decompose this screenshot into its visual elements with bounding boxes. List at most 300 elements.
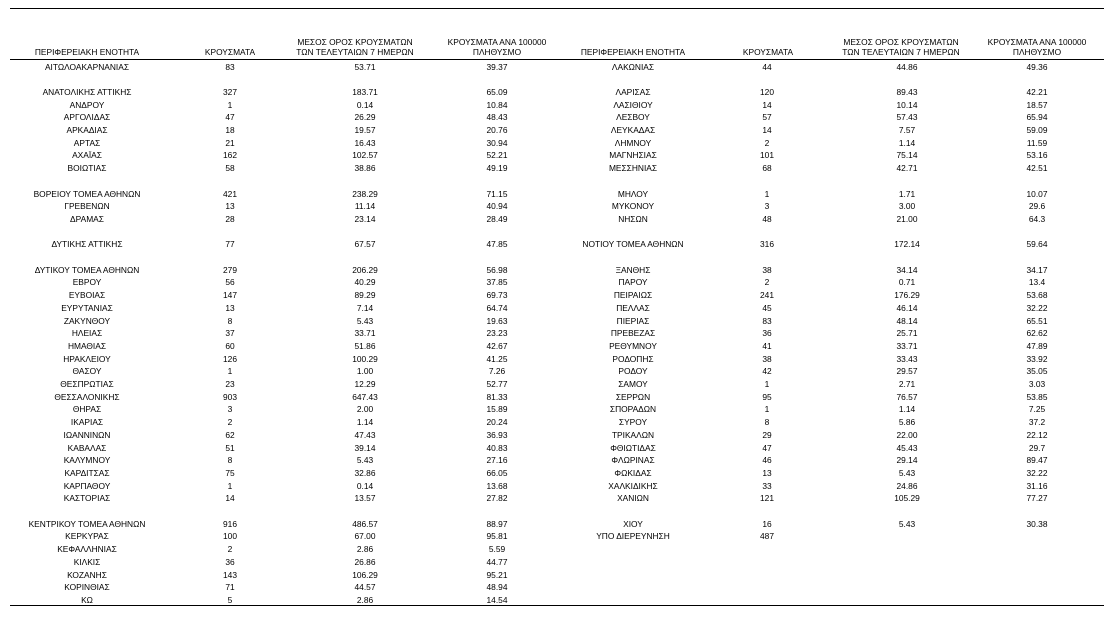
left-table-cell-region: ΑΡΓΟΛΙΔΑΣ (63, 112, 111, 123)
left-table-cell-region: ΚΟΡΙΝΘΙΑΣ (64, 582, 110, 593)
right-table-cell-cases: 2 (764, 277, 770, 288)
left-table-cell-per100k: 52.77 (486, 379, 508, 389)
right-table-cell-avg7: 1.71 (898, 188, 916, 199)
right-table-cell-per100k: 53.85 (1026, 391, 1048, 402)
left-table-cell-per100k: 48.94 (486, 582, 508, 593)
left-table-cell-per100k: 49.19 (486, 163, 508, 174)
left-table-cell-region: ΚΕΦΑΛΛΗΝΙΑΣ (57, 544, 117, 555)
left-table-cell-avg7: 106.29 (352, 569, 378, 580)
right-table-cell-cases: 38 (762, 264, 772, 275)
right-table-row (0, 327, 1116, 339)
right-header-avg-line1: ΜΕΣΟΣ ΟΡΟΣ ΚΡΟΥΣΜΑΤΩΝ (843, 37, 959, 47)
left-table-cell-cases: 75 (225, 467, 235, 478)
right-table-row (0, 99, 1116, 111)
right-table-row (0, 111, 1116, 123)
left-table-cell-region: ΙΩΑΝΝΙΝΩΝ (63, 429, 111, 440)
left-table-cell-region: ΕΒΡΟΥ (72, 277, 102, 288)
left-table-cell-region: ΘΗΡΑΣ (72, 404, 102, 415)
right-header-avg (836, 37, 966, 57)
right-table-row (0, 340, 1116, 352)
left-table-cell-per100k: 88.97 (486, 518, 508, 529)
right-table-cell-cases: 29 (762, 429, 772, 440)
right-table-cell-per100k: 65.51 (1026, 315, 1048, 326)
right-header-per100k-line2: ΠΛΗΘΥΣΜΟ (1012, 47, 1062, 57)
right-table-row (0, 454, 1116, 466)
right-table-cell-region: ΡΕΘΥΜΝΟΥ (609, 340, 657, 351)
right-table-cell-avg7: 76.57 (896, 391, 918, 402)
right-table-cell-per100k: 7.25 (1028, 404, 1046, 415)
left-table-cell-per100k: 20.24 (486, 417, 508, 428)
left-table-cell-region: ΕΥΡΥΤΑΝΙΑΣ (61, 302, 113, 313)
right-table-cell-avg7: 24.86 (896, 480, 918, 491)
right-table-spacer-row (0, 175, 1116, 187)
left-table-cell-avg7: 13.57 (354, 493, 376, 504)
right-table-cell-avg7: 176.29 (894, 290, 920, 301)
right-table-cell-cases: 101 (760, 150, 774, 161)
right-table-row (0, 429, 1116, 441)
right-table-cell-region: ΝΟΤΙΟΥ ΤΟΜΕΑ ΑΘΗΝΩΝ (582, 239, 684, 250)
left-table-cell-region: ΒΟΡΕΙΟΥ ΤΟΜΕΑ ΑΘΗΝΩΝ (33, 188, 141, 199)
left-table-cell-per100k: 40.83 (486, 442, 508, 453)
left-table-cell-cases: 13 (225, 201, 235, 212)
left-table-cell-region: ΖΑΚΥΝΘΟΥ (63, 315, 111, 326)
left-table-cell-per100k: 42.67 (486, 340, 508, 351)
left-table-cell-cases: 62 (225, 429, 235, 440)
left-table-cell-cases: 13 (225, 302, 235, 313)
left-table-cell-per100k: 81.33 (486, 391, 508, 402)
right-table-cell-region: ΠΑΡΟΥ (618, 277, 648, 288)
left-table-cell-cases: 36 (225, 556, 235, 567)
right-table-row (0, 188, 1116, 200)
right-table-cell-cases: 33 (762, 480, 772, 491)
right-table-cell-avg7: 5.86 (898, 417, 916, 428)
right-table-cell-region: ΣΑΜΟΥ (618, 379, 648, 389)
right-table-cell-cases: 16 (762, 518, 772, 529)
left-table-cell-region: ΚΕΡΚΥΡΑΣ (65, 531, 109, 542)
left-table-cell-avg7: 40.29 (354, 277, 376, 288)
left-table-cell-cases: 23 (225, 379, 235, 389)
left-table-cell-per100k: 37.85 (486, 277, 508, 288)
left-table-cell-avg7: 26.86 (354, 556, 376, 567)
right-table-cell-avg7: 25.71 (896, 328, 918, 339)
right-table-row (0, 149, 1116, 161)
right-table-cell-region: ΧΙΟΥ (623, 518, 643, 529)
left-table-cell-avg7: 67.00 (354, 531, 376, 542)
right-table-cell-cases: 83 (762, 315, 772, 326)
left-table-cell-avg7: 23.14 (354, 213, 376, 224)
left-table-cell-cases: 421 (223, 188, 237, 199)
right-table-cell-region: ΜΥΚΟΝΟΥ (611, 201, 655, 212)
left-table-cell-avg7: 2.86 (356, 544, 374, 555)
right-table-spacer-row (0, 251, 1116, 263)
left-table-cell-region: ΚΩ (81, 594, 93, 605)
right-table-cell-cases: 3 (764, 201, 770, 212)
top-rule (10, 8, 1104, 9)
right-table-cell-region: ΛΕΣΒΟΥ (616, 112, 650, 123)
right-table-cell-per100k: 13.4 (1028, 277, 1046, 288)
left-table-cell-avg7: 2.00 (356, 404, 374, 415)
left-table-cell-region: ΕΥΒΟΙΑΣ (68, 290, 106, 301)
left-table-cell-per100k: 66.05 (486, 467, 508, 478)
right-header-avg-line2: ΤΩΝ ΤΕΛΕΥΤΑΙΩΝ 7 ΗΜΕΡΩΝ (842, 47, 960, 57)
left-table-cell-avg7: 33.71 (354, 328, 376, 339)
right-table-cell-cases: 48 (762, 213, 772, 224)
left-table-cell-cases: 147 (223, 290, 237, 301)
left-table-cell-avg7: 11.14 (354, 201, 376, 212)
left-table-cell-per100k: 44.77 (486, 556, 508, 567)
right-table-cell-per100k: 49.36 (1026, 61, 1048, 72)
left-table-cell-avg7: 238.29 (352, 188, 378, 199)
left-table-cell-region: ΓΡΕΒΕΝΩΝ (64, 201, 110, 212)
right-table-cell-per100k: 11.59 (1026, 137, 1048, 148)
left-table-cell-region: ΔΥΤΙΚΗΣ ΑΤΤΙΚΗΣ (51, 239, 123, 250)
left-table-cell-per100k: 7.26 (488, 366, 506, 377)
left-table-cell-cases: 58 (225, 163, 235, 174)
left-table-cell-cases: 60 (225, 340, 235, 351)
right-table-cell-per100k: 89.47 (1026, 455, 1048, 466)
left-table-cell-avg7: 16.43 (354, 137, 376, 148)
right-table-cell-per100k: 62.62 (1026, 328, 1048, 339)
left-header-avg-line1: ΜΕΣΟΣ ΟΡΟΣ ΚΡΟΥΣΜΑΤΩΝ (297, 37, 413, 47)
left-table-cell-region: ΚΙΛΚΙΣ (73, 556, 101, 567)
left-table-cell-avg7: 26.29 (354, 112, 376, 123)
right-table-cell-avg7: 10.14 (896, 99, 918, 110)
right-table-cell-avg7: 22.00 (896, 429, 918, 440)
left-table-cell-cases: 126 (223, 353, 237, 364)
right-table-cell-per100k: 32.22 (1026, 302, 1048, 313)
right-table-cell-per100k: 29.7 (1028, 442, 1046, 453)
right-table-cell-per100k: 18.57 (1026, 99, 1048, 110)
right-table-row (0, 238, 1116, 250)
left-table-cell-per100k: 15.89 (486, 404, 508, 415)
right-table-cell-cases: 42 (762, 366, 772, 377)
right-header-per100k-line1: ΚΡΟΥΣΜΑΤΑ ΑΝΑ 100000 (987, 37, 1087, 47)
left-table-cell-region: ΚΑΡΔΙΤΣΑΣ (64, 467, 110, 478)
right-table-row (0, 518, 1116, 530)
right-table-cell-avg7: 5.43 (898, 467, 916, 478)
right-header-region: ΠΕΡΙΦΕΡΕΙΑΚΗ ΕΝΟΤΗΤΑ (580, 47, 686, 57)
right-table-cell-cases: 121 (760, 493, 774, 504)
right-table-spacer-row (0, 226, 1116, 238)
left-table-cell-per100k: 27.82 (486, 493, 508, 504)
right-table-cell-cases: 36 (762, 328, 772, 339)
right-table-cell-cases: 68 (762, 163, 772, 174)
left-table-cell-cases: 18 (225, 125, 235, 135)
right-table-cell-region: ΠΕΙΡΑΙΩΣ (613, 290, 653, 301)
right-table-row (0, 403, 1116, 415)
left-table-cell-avg7: 183.71 (352, 86, 378, 97)
left-table-row (0, 543, 1116, 555)
right-table-cell-region: ΦΘΙΩΤΙΔΑΣ (610, 442, 656, 453)
right-table-cell-cases: 241 (760, 290, 774, 301)
right-table-cell-avg7: 45.43 (896, 442, 918, 453)
left-table-cell-cases: 903 (223, 391, 237, 402)
left-table-cell-cases: 51 (225, 442, 235, 453)
right-table-cell-region: ΣΕΡΡΩΝ (615, 391, 651, 402)
right-table-cell-region: ΜΗΛΟΥ (617, 188, 649, 199)
right-table-cell-per100k: 34.17 (1026, 264, 1048, 275)
left-table-cell-cases: 8 (227, 315, 233, 326)
right-table-cell-region: ΛΑΣΙΘΙΟΥ (613, 99, 653, 110)
right-table-row (0, 492, 1116, 504)
left-table-cell-per100k: 64.74 (486, 302, 508, 313)
left-table-cell-per100k: 65.09 (486, 86, 508, 97)
right-table-cell-cases: 13 (762, 467, 772, 478)
left-table-cell-per100k: 14.54 (486, 594, 508, 605)
right-table-cell-region: ΛΑΡΙΣΑΣ (615, 86, 651, 97)
left-table-cell-per100k: 95.81 (486, 531, 508, 542)
right-table-cell-avg7: 0.71 (898, 277, 916, 288)
left-table-cell-avg7: 89.29 (354, 290, 376, 301)
left-table-cell-region: ΑΡΚΑΔΙΑΣ (66, 125, 108, 135)
left-table-cell-region: ΚΕΝΤΡΙΚΟΥ ΤΟΜΕΑ ΑΘΗΝΩΝ (28, 518, 146, 529)
left-table-cell-per100k: 13.68 (486, 480, 508, 491)
left-table-cell-per100k: 10.84 (486, 99, 508, 110)
left-header-avg-line2: ΤΩΝ ΤΕΛΕΥΤΑΙΩΝ 7 ΗΜΕΡΩΝ (296, 47, 414, 57)
left-table-row (0, 594, 1116, 606)
right-table-cell-cases: 46 (762, 455, 772, 466)
left-table-cell-cases: 71 (225, 582, 235, 593)
left-table-cell-region: ΗΜΑΘΙΑΣ (67, 340, 107, 351)
left-table-cell-cases: 2 (227, 417, 233, 428)
right-table-cell-avg7: 48.14 (896, 315, 918, 326)
right-table-row (0, 86, 1116, 98)
right-table-cell-per100k: 42.21 (1026, 86, 1048, 97)
left-table-cell-cases: 2 (227, 544, 233, 555)
left-table-cell-per100k: 71.15 (486, 188, 508, 199)
left-header-per100k-line1: ΚΡΟΥΣΜΑΤΑ ΑΝΑ 100000 (447, 37, 547, 47)
right-table-cell-region: ΠΡΕΒΕΖΑΣ (610, 328, 656, 339)
left-table-cell-per100k: 47.85 (486, 239, 508, 250)
right-table-cell-per100k: 77.27 (1026, 493, 1048, 504)
right-table-cell-region: ΛΕΥΚΑΔΑΣ (610, 125, 656, 135)
right-table-cell-cases: 8 (764, 417, 770, 428)
left-table-cell-avg7: 0.14 (356, 480, 374, 491)
left-table-cell-avg7: 7.14 (356, 302, 374, 313)
left-table-cell-cases: 28 (225, 213, 235, 224)
left-table-cell-cases: 47 (225, 112, 235, 123)
left-table-cell-avg7: 38.86 (354, 163, 376, 174)
right-table-cell-avg7: 33.43 (896, 353, 918, 364)
left-table-cell-cases: 279 (223, 264, 237, 275)
left-table-cell-cases: 327 (223, 86, 237, 97)
left-table-cell-region: ΚΟΖΑΝΗΣ (67, 569, 107, 580)
left-table-cell-per100k: 20.76 (486, 125, 508, 135)
left-table-cell-avg7: 486.57 (352, 518, 378, 529)
left-table-cell-cases: 162 (223, 150, 237, 161)
right-table-cell-per100k: 53.68 (1026, 290, 1048, 301)
right-table-row (0, 289, 1116, 301)
right-table-spacer-row (0, 505, 1116, 517)
left-table-cell-per100k: 95.21 (486, 569, 508, 580)
right-table-cell-per100k: 59.64 (1026, 239, 1048, 250)
right-table-cell-per100k: 42.51 (1026, 163, 1048, 174)
left-table-cell-avg7: 32.86 (354, 467, 376, 478)
right-table-cell-avg7: 1.14 (898, 137, 916, 148)
right-table-row (0, 365, 1116, 377)
left-table-cell-avg7: 647.43 (352, 391, 378, 402)
right-table-cell-avg7: 7.57 (898, 125, 916, 135)
left-table-cell-avg7: 5.43 (356, 315, 374, 326)
left-header-cases: ΚΡΟΥΣΜΑΤΑ (204, 47, 256, 57)
right-table-cell-avg7: 21.00 (896, 213, 918, 224)
left-table-cell-avg7: 100.29 (352, 353, 378, 364)
right-table-cell-cases: 47 (762, 442, 772, 453)
right-table-cell-cases: 95 (762, 391, 772, 402)
right-table-cell-cases: 57 (762, 112, 772, 123)
right-table-cell-region: ΞΑΝΘΗΣ (615, 264, 651, 275)
left-table-cell-cases: 37 (225, 328, 235, 339)
right-table-row (0, 442, 1116, 454)
right-table-row (0, 137, 1116, 149)
left-table-cell-per100k: 39.37 (486, 61, 508, 72)
left-table-cell-avg7: 12.29 (354, 379, 376, 389)
left-table-cell-cases: 14 (225, 493, 235, 504)
right-table-cell-per100k: 10.07 (1026, 188, 1048, 199)
right-table-row (0, 416, 1116, 428)
right-table-cell-region: ΜΑΓΝΗΣΙΑΣ (609, 150, 657, 161)
right-table-cell-region: ΠΙΕΡΙΑΣ (616, 315, 650, 326)
right-table-cell-region: ΝΗΣΩΝ (618, 213, 648, 224)
right-table-cell-cases: 14 (762, 125, 772, 135)
left-table-cell-avg7: 19.57 (354, 125, 376, 135)
left-table-cell-avg7: 206.29 (352, 264, 378, 275)
right-table-cell-region: ΠΕΛΛΑΣ (616, 302, 650, 313)
left-table-cell-region: ΗΡΑΚΛΕΙΟΥ (63, 353, 111, 364)
right-table-cell-per100k: 30.38 (1026, 518, 1048, 529)
right-table-cell-cases: 1 (764, 404, 770, 415)
left-table-cell-avg7: 0.14 (356, 99, 374, 110)
right-table-row (0, 302, 1116, 314)
left-table-row (0, 556, 1116, 568)
right-table-cell-cases: 41 (762, 340, 772, 351)
right-table-cell-avg7: 29.57 (896, 366, 918, 377)
right-table-cell-region: ΥΠΟ ΔΙΕΡΕΥΝΗΣΗ (596, 531, 670, 542)
right-table-cell-per100k: 22.12 (1026, 429, 1048, 440)
right-table-cell-region: ΡΟΔΟΠΗΣ (612, 353, 654, 364)
left-table-cell-avg7: 5.43 (356, 455, 374, 466)
left-table-cell-per100k: 69.73 (486, 290, 508, 301)
right-header-cases: ΚΡΟΥΣΜΑΤΑ (742, 47, 794, 57)
right-table-cell-per100k: 59.09 (1026, 125, 1048, 135)
right-table-cell-avg7: 105.29 (894, 493, 920, 504)
left-header-per100k-line2: ΠΛΗΘΥΣΜΟ (472, 47, 522, 57)
left-table-cell-region: ΑΙΤΩΛΟΑΚΑΡΝΑΝΙΑΣ (44, 61, 130, 72)
right-table-cell-region: ΦΩΚΙΔΑΣ (614, 467, 652, 478)
left-table-cell-cases: 1 (227, 480, 233, 491)
left-table-cell-per100k: 52.21 (486, 150, 508, 161)
right-table-cell-per100k: 53.16 (1026, 150, 1048, 161)
left-table-cell-cases: 143 (223, 569, 237, 580)
right-table-cell-avg7: 46.14 (896, 302, 918, 313)
right-table-row (0, 467, 1116, 479)
right-table-cell-avg7: 5.43 (898, 518, 916, 529)
right-table-row (0, 480, 1116, 492)
left-table-cell-cases: 1 (227, 366, 233, 377)
right-table-cell-cases: 44 (762, 61, 772, 72)
left-table-cell-region: ΒΟΙΩΤΙΑΣ (67, 163, 107, 174)
left-table-cell-per100k: 19.63 (486, 315, 508, 326)
right-table-cell-region: ΤΡΙΚΑΛΩΝ (611, 429, 655, 440)
right-table-row (0, 391, 1116, 403)
right-table-cell-avg7: 33.71 (896, 340, 918, 351)
left-table-cell-avg7: 2.86 (356, 594, 374, 605)
left-table-cell-region: ΚΑΛΥΜΝΟΥ (63, 455, 111, 466)
left-table-cell-cases: 916 (223, 518, 237, 529)
left-table-cell-cases: 83 (225, 61, 235, 72)
right-table-cell-per100k: 35.05 (1026, 366, 1048, 377)
right-table-cell-avg7: 3.00 (898, 201, 916, 212)
right-table-cell-region: ΡΟΔΟΥ (618, 366, 648, 377)
left-table-cell-region: ΙΚΑΡΙΑΣ (70, 417, 104, 428)
right-table-cell-per100k: 32.22 (1026, 467, 1048, 478)
left-table-cell-avg7: 102.57 (352, 150, 378, 161)
left-table-cell-per100k: 28.49 (486, 213, 508, 224)
right-table-cell-per100k: 3.03 (1028, 379, 1046, 389)
right-table-cell-avg7: 29.14 (896, 455, 918, 466)
right-table-cell-avg7: 42.71 (896, 163, 918, 174)
left-table-cell-region: ΘΑΣΟΥ (72, 366, 102, 377)
right-table-row (0, 315, 1116, 327)
left-table-cell-per100k: 30.94 (486, 137, 508, 148)
left-table-cell-cases: 1 (227, 99, 233, 110)
left-table-cell-per100k: 36.93 (486, 429, 508, 440)
left-table-cell-avg7: 1.14 (356, 417, 374, 428)
left-table-cell-per100k: 27.16 (486, 455, 508, 466)
right-table-row (0, 276, 1116, 288)
left-table-cell-per100k: 40.94 (486, 201, 508, 212)
right-table-cell-region: ΧΑΝΙΩΝ (617, 493, 649, 504)
right-table-cell-avg7: 172.14 (894, 239, 920, 250)
right-table-row (0, 378, 1116, 390)
right-table-cell-cases: 1 (764, 188, 770, 199)
right-table-cell-region: ΣΠΟΡΑΔΩΝ (609, 404, 657, 415)
right-table-cell-region: ΛΑΚΩΝΙΑΣ (611, 61, 655, 72)
left-table-cell-per100k: 23.23 (486, 328, 508, 339)
right-table-cell-per100k: 31.16 (1026, 480, 1048, 491)
right-table-cell-per100k: 29.6 (1028, 201, 1046, 212)
right-table-cell-region: ΦΛΩΡΙΝΑΣ (611, 455, 655, 466)
right-table-cell-avg7: 75.14 (896, 150, 918, 161)
right-table-cell-per100k: 64.3 (1028, 213, 1046, 224)
left-table-cell-cases: 100 (223, 531, 237, 542)
right-table-row (0, 530, 1116, 542)
left-table-cell-per100k: 48.43 (486, 112, 508, 123)
right-table-cell-per100k: 33.92 (1026, 353, 1048, 364)
left-table-cell-region: ΔΡΑΜΑΣ (70, 213, 104, 224)
right-table-row (0, 213, 1116, 225)
right-table-cell-avg7: 2.71 (898, 379, 916, 389)
left-table-row (0, 581, 1116, 593)
left-table-cell-avg7: 1.00 (356, 366, 374, 377)
right-table-cell-cases: 120 (760, 86, 774, 97)
left-table-cell-region: ΘΕΣΠΡΩΤΙΑΣ (60, 379, 114, 389)
left-table-cell-avg7: 53.71 (354, 61, 376, 72)
left-header-region: ΠΕΡΙΦΕΡΕΙΑΚΗ ΕΝΟΤΗΤΑ (34, 47, 140, 57)
right-table-cell-cases: 487 (760, 531, 774, 542)
right-table-spacer-row (0, 73, 1116, 85)
left-table-cell-cases: 8 (227, 455, 233, 466)
left-table-cell-per100k: 5.59 (488, 544, 506, 555)
right-table-row (0, 61, 1116, 73)
left-table-cell-region: ΚΑΡΠΑΘΟΥ (63, 480, 111, 491)
left-table-cell-region: ΑΝΑΤΟΛΙΚΗΣ ΑΤΤΙΚΗΣ (42, 86, 132, 97)
right-table-cell-per100k: 65.94 (1026, 112, 1048, 123)
left-table-cell-per100k: 56.98 (486, 264, 508, 275)
right-table-cell-avg7: 89.43 (896, 86, 918, 97)
right-table-cell-cases: 2 (764, 137, 770, 148)
left-table-cell-region: ΑΝΔΡΟΥ (69, 99, 105, 110)
